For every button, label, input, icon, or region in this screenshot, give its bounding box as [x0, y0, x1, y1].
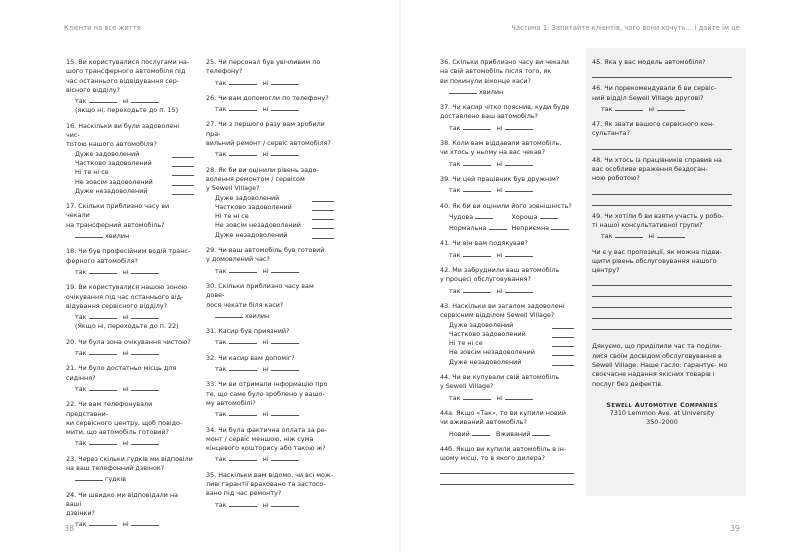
company-phone: 350–2000: [646, 418, 678, 427]
company-name: Sewell Automotive Companies: [606, 400, 718, 409]
yes-blank[interactable]: [89, 518, 117, 526]
skip-note: (Якщо ні, переходьте до п. 22): [75, 322, 179, 331]
answer-blank[interactable]: [489, 222, 507, 230]
yes-blank[interactable]: [89, 266, 117, 274]
survey-question: [592, 120, 732, 150]
question-column: [206, 58, 334, 516]
yes-no-answer: [449, 285, 574, 296]
question-text: 15. Ви користувалися послугами на- шого трансферного автомобіля під час останнього відвідування сер- вісного відділу?: [66, 58, 190, 94]
yes-blank[interactable]: [89, 311, 117, 319]
yes-no-answer: [449, 392, 574, 403]
no-label: ні: [122, 349, 129, 358]
question-text: 45. Яка у вас модель автомобіля?: [592, 58, 706, 66]
survey-question: [440, 445, 574, 486]
answer-option: [449, 222, 512, 233]
survey-question: [66, 58, 194, 116]
no-label: ні: [496, 159, 503, 168]
no-blank[interactable]: [271, 103, 299, 111]
no-blank[interactable]: [505, 249, 533, 257]
question-text: 44б. Якщо ви купили автомобіль в ін- шому місці, то в якого дилера?: [440, 444, 567, 463]
yes-label: так: [75, 384, 87, 393]
yes-blank[interactable]: [229, 363, 257, 371]
yes-no-answer: [215, 408, 334, 419]
question-text: 28. Як би ви оцінили рівень задо- волення ремонтом / сервісом у Sewell Village?: [206, 165, 319, 193]
yes-label: так: [601, 104, 613, 113]
yes-no-answer: [75, 311, 194, 322]
no-blank[interactable]: [271, 408, 299, 416]
question-text: 30. Скільки приблизно часу вам дове- лося чекати біля каси?: [206, 281, 314, 309]
question-text: 27. Чи з першого разу вам зробили пра- вильний ремонт / сервіс автомобіля?: [206, 120, 331, 148]
question-text: 38. Коли вам віддавали автомобіль, чи хтось у ньому на вас чекав?: [440, 139, 562, 157]
survey-question: [206, 166, 334, 240]
answer-blank[interactable]: [312, 221, 334, 229]
running-head: Частина 1. Запитайте клієнтів, чого вони хочуть… і дайте їм це: [511, 24, 740, 32]
no-label: ні: [262, 410, 269, 419]
question-text: 37. Чи касир чітко пояснив, куди буде доставлено ваш автомобіль?: [440, 103, 570, 121]
yes-blank[interactable]: [229, 336, 257, 344]
survey-question: [206, 380, 334, 419]
option-label: Дуже задоволений: [75, 149, 140, 158]
yes-label: так: [449, 186, 461, 195]
no-blank[interactable]: [131, 266, 159, 274]
yes-blank[interactable]: [463, 158, 491, 166]
no-label: ні: [122, 313, 129, 322]
no-blank[interactable]: [505, 184, 533, 192]
answer-option: [512, 211, 575, 222]
yes-label: так: [449, 286, 461, 295]
right-page: [400, 0, 800, 552]
no-blank[interactable]: [271, 453, 299, 461]
no-label: ні: [262, 266, 269, 275]
write-in-line[interactable]: [592, 298, 732, 308]
survey-question: [440, 103, 574, 133]
no-blank[interactable]: [505, 122, 533, 130]
question-text: 47. Як звати вашого сервісного кон- сультанта?: [592, 120, 715, 138]
option-label: Хороша: [511, 212, 538, 221]
option-label: Дуже незадоволений: [215, 230, 288, 239]
unit-label: гудків: [105, 475, 127, 484]
answer-option-pair: [449, 222, 574, 233]
question-text: 31. Касир був приязний?: [206, 327, 290, 336]
no-label: ні: [122, 97, 129, 106]
question-column: [592, 58, 732, 428]
yes-label: так: [215, 78, 227, 87]
yes-no-answer: [75, 383, 194, 394]
answer-blank[interactable]: [172, 159, 194, 167]
no-blank[interactable]: [505, 285, 533, 293]
survey-question: [592, 248, 732, 331]
option-label: Не зовсім задоволений: [75, 177, 153, 186]
yes-label: так: [601, 232, 613, 241]
yes-no-answer: [75, 437, 194, 448]
yes-no-answer: [449, 158, 574, 169]
yes-label: так: [215, 455, 227, 464]
survey-question: [206, 246, 334, 276]
option-label: Нормальна: [449, 224, 487, 233]
answer-blank[interactable]: [552, 330, 574, 338]
no-label: ні: [496, 250, 503, 259]
no-label: ні: [122, 520, 129, 529]
yes-no-answer: [215, 148, 334, 159]
skip-note: (якщо ні, переходьте до п. 15): [75, 106, 179, 115]
yes-no-answer: [449, 249, 574, 260]
write-in-line[interactable]: [592, 309, 732, 319]
no-label: ні: [496, 286, 503, 295]
answer-blank[interactable]: [475, 211, 493, 219]
answer-blank[interactable]: [172, 150, 194, 158]
unit-label: хвилин: [105, 232, 130, 241]
option-label: Не зовсім незадоволений: [449, 348, 535, 357]
yes-blank[interactable]: [463, 392, 491, 400]
answer-option: [512, 222, 575, 233]
answer-blank[interactable]: [312, 194, 334, 202]
numeric-answer: [215, 310, 334, 321]
survey-question: [592, 58, 732, 78]
answer-blank[interactable]: [472, 428, 490, 436]
survey-question: [440, 266, 574, 296]
answer-option-pair: [449, 428, 574, 439]
answer-option: [215, 221, 334, 230]
survey-question: [66, 338, 194, 359]
answer-blank[interactable]: [172, 178, 194, 186]
answer-option: [449, 211, 512, 222]
survey-question: [66, 247, 194, 277]
yes-label: так: [215, 266, 227, 275]
answer-blank[interactable]: [312, 212, 334, 220]
survey-question: [66, 283, 194, 331]
yes-blank[interactable]: [229, 499, 257, 507]
survey-question: [206, 426, 334, 465]
question-text: 39. Чи цей працівник був дружнім?: [440, 174, 560, 183]
option-label: Новий: [449, 429, 470, 438]
yes-blank[interactable]: [89, 95, 117, 103]
yes-blank[interactable]: [229, 148, 257, 156]
survey-question: [66, 122, 194, 196]
answer-option: [75, 150, 194, 159]
no-blank[interactable]: [271, 499, 299, 507]
answer-option: [449, 358, 574, 367]
company-address: 7310 Lemmon Ave. at University: [609, 408, 715, 417]
no-label: ні: [262, 365, 269, 374]
yes-label: так: [215, 105, 227, 114]
numeric-answer: [75, 473, 194, 484]
option-label: Чудова: [449, 212, 474, 221]
question-text: 26. Чи вам допомогли по телефону?: [206, 93, 329, 102]
yes-no-answer: [75, 518, 194, 529]
survey-question: [592, 212, 732, 242]
question-text: 29. Чи ваш автомобіль був готовий у домовлений час?: [206, 246, 325, 264]
answer-option: [75, 187, 194, 196]
option-label: Частково задоволений: [215, 202, 292, 211]
yes-blank[interactable]: [89, 347, 117, 355]
write-in-line[interactable]: [592, 287, 732, 297]
survey-question: [440, 58, 574, 97]
survey-question: [206, 327, 334, 348]
question-text: 44а. Якщо «Так», то ви купили новий чи вживаний автомобіль?: [440, 408, 566, 427]
write-in-line[interactable]: [592, 140, 732, 150]
question-text: 20. Чи була зона очікування чистою?: [66, 337, 191, 346]
no-blank[interactable]: [271, 336, 299, 344]
answer-blank[interactable]: [75, 473, 103, 481]
question-text: 34. Чи була фактична оплата за ре- монт / сервіс меншою, ніж сума кінцевого кошторису або такою ж?: [206, 425, 327, 453]
yes-label: так: [75, 520, 87, 529]
question-column: [440, 58, 574, 491]
survey-question: [440, 202, 574, 234]
option-label: Дуже незадоволений: [449, 357, 522, 366]
survey-question: [206, 471, 334, 510]
yes-label: так: [449, 159, 461, 168]
question-text: 33. Чи ви отримали інформацію про те, що саме було зроблено у вашо- му автомобілі?: [206, 380, 328, 407]
survey-question: [440, 239, 574, 260]
yes-no-answer: [215, 499, 334, 510]
survey-question: [66, 491, 194, 530]
no-label: ні: [496, 186, 503, 195]
question-text: 42. Ми забруднили ваш автомобіль у процесі обслуговування?: [440, 266, 560, 284]
question-text: 19. Ви користувалися нашою зоною очікування під час останнього від- відування сервісного відділу?: [66, 283, 188, 310]
yes-no-answer: [215, 103, 334, 114]
yes-label: так: [215, 365, 227, 374]
no-blank[interactable]: [131, 347, 159, 355]
answer-option: [215, 212, 334, 221]
page-number: 38: [64, 524, 75, 533]
yes-no-answer: [215, 363, 334, 374]
no-blank[interactable]: [271, 77, 299, 85]
yes-blank[interactable]: [463, 285, 491, 293]
no-blank[interactable]: [271, 363, 299, 371]
yes-no-answer: [75, 266, 194, 277]
write-in-line[interactable]: [592, 320, 732, 330]
yes-no-answer: [75, 347, 194, 358]
answer-blank[interactable]: [312, 203, 334, 211]
write-in-line[interactable]: [440, 464, 574, 474]
yes-blank[interactable]: [89, 383, 117, 391]
no-label: ні: [262, 455, 269, 464]
yes-label: так: [215, 338, 227, 347]
answer-option: [75, 159, 194, 168]
yes-label: так: [449, 250, 461, 259]
survey-question: [206, 354, 334, 375]
question-text: 43. Наскільки ви загалом задоволені сервісним відділом Sewell Village?: [440, 301, 565, 320]
survey-question: [440, 175, 574, 196]
question-column: [66, 58, 194, 536]
yes-no-answer: [215, 453, 334, 464]
survey-question: [440, 409, 574, 439]
yes-blank[interactable]: [615, 230, 643, 238]
answer-option: [449, 339, 574, 348]
running-head: Клієнти на все життя: [64, 24, 141, 32]
answer-blank[interactable]: [532, 428, 550, 436]
write-in-line[interactable]: [592, 276, 732, 286]
yes-blank[interactable]: [463, 184, 491, 192]
option-label: Дуже незадоволений: [75, 186, 148, 195]
yes-label: так: [75, 267, 87, 276]
no-label: ні: [122, 267, 129, 276]
yes-label: так: [75, 97, 87, 106]
survey-question: [440, 302, 574, 367]
thank-you-note: Дякуємо, що приділили час та поділи- лися своїм досвідом обслуговування в Sewell Village. Наше гасло: гарантує- мо своєчасне надання якісних товарів і послуг без дефектів.: [592, 342, 728, 388]
no-blank[interactable]: [131, 437, 159, 445]
answer-blank[interactable]: [312, 231, 334, 239]
answer-blank[interactable]: [215, 310, 243, 318]
question-text: 36. Скільки приблизно часу ви чекали на свій автомобіль після того, як ви покинули віконце каси?: [440, 58, 569, 85]
answer-option: [215, 194, 334, 203]
answer-blank[interactable]: [172, 168, 194, 176]
no-label: ні: [648, 232, 655, 241]
no-label: ні: [262, 78, 269, 87]
question-text: 25. Чи персонал був увічливим по телефону?: [206, 58, 321, 76]
option-label: Не зовсім незадоволений: [215, 221, 301, 230]
option-label: Дуже задоволений: [449, 320, 514, 329]
survey-question: [206, 94, 334, 115]
unit-label: хвилин: [245, 311, 270, 320]
yes-blank[interactable]: [615, 103, 643, 111]
question-text: 32. Чи касир вам допоміг?: [206, 353, 295, 362]
option-label: Дуже задоволений: [215, 193, 280, 202]
question-text: 16. Наскільки ви були задоволені чис- тотою нашого автомобіля?: [66, 121, 180, 149]
unit-label: хвилин: [479, 87, 504, 96]
no-blank[interactable]: [131, 518, 159, 526]
survey-question: [440, 139, 574, 169]
option-label: Вживаний: [495, 429, 531, 438]
answer-blank[interactable]: [540, 211, 558, 219]
question-text: 21. Чи було достатньо місць для сидіння?: [66, 364, 179, 382]
no-blank[interactable]: [131, 95, 159, 103]
answer-option: [449, 321, 574, 330]
no-label: ні: [496, 123, 503, 132]
no-blank[interactable]: [131, 311, 159, 319]
answer-blank[interactable]: [172, 187, 194, 195]
no-label: ні: [262, 150, 269, 159]
question-text: 46. Чи порекомендували б ви сервіс- ний відділ Sewell Village другові?: [592, 84, 717, 102]
yes-label: так: [449, 393, 461, 402]
yes-blank[interactable]: [463, 249, 491, 257]
survey-question: [66, 364, 194, 394]
survey-question: [206, 282, 334, 321]
answer-option: [449, 330, 574, 339]
option-label: Ні те ні се: [75, 168, 109, 177]
answer-blank[interactable]: [552, 358, 574, 366]
question-text: 24. Чи швидко ми відповідали на ваші дзвінки?: [66, 490, 179, 518]
answer-option: [75, 168, 194, 177]
numeric-answer: [75, 230, 194, 241]
survey-question: [66, 202, 194, 241]
question-text: 17. Скільки приблизно часу ви чекали на трансферний автомобіль?: [66, 202, 170, 229]
option-label: Ні те ні се: [215, 212, 249, 221]
no-blank[interactable]: [505, 392, 533, 400]
option-label: Частково задоволений: [449, 329, 526, 338]
yes-no-answer: [215, 336, 334, 347]
answer-blank[interactable]: [552, 321, 574, 329]
no-blank[interactable]: [271, 265, 299, 273]
yes-label: так: [75, 349, 87, 358]
survey-question: [206, 120, 334, 159]
survey-question: [440, 373, 574, 403]
no-label: ні: [122, 439, 129, 448]
question-text: 41. Чи він вам подякував?: [440, 239, 528, 248]
option-label: Неприємна: [511, 224, 550, 233]
survey-question: [592, 84, 732, 114]
yes-no-answer: [601, 230, 732, 241]
yes-blank[interactable]: [229, 77, 257, 85]
write-in-line[interactable]: [592, 185, 732, 195]
question-text: 40. Як би ви оцінили його зовнішність?: [440, 201, 572, 210]
page-number: 39: [729, 524, 740, 533]
yes-blank[interactable]: [463, 122, 491, 130]
survey-question: [66, 455, 194, 485]
option-label: Частково задоволений: [75, 158, 152, 167]
no-blank[interactable]: [271, 148, 299, 156]
question-text: 18. Чи був професійним водій транс- ферного автомобіля?: [66, 247, 191, 265]
survey-question: [206, 58, 334, 88]
question-text: 49. Чи хотіли б ви взяти участь у робо- ті нашої консультативної групи?: [592, 211, 724, 229]
yes-blank[interactable]: [229, 408, 257, 416]
answer-option: [75, 178, 194, 187]
answer-blank[interactable]: [449, 86, 477, 94]
question-text: 23. Через скільки гудків ми відповіли на ваш телефонний дзвінок?: [66, 454, 193, 472]
yes-no-answer: [215, 77, 334, 88]
survey-question: [66, 400, 194, 448]
question-text: Чи є у вас пропозиції, як можна підви- щити рівень обслуговування нашого центру?: [592, 247, 722, 275]
yes-blank[interactable]: [229, 103, 257, 111]
question-text: 22. Чи вам телефонували представни- ки сервісного центру, щоб повідо- мити, що автомобіль готовий?: [66, 400, 183, 437]
no-label: ні: [496, 393, 503, 402]
yes-no-answer: [449, 184, 574, 195]
answer-blank[interactable]: [552, 339, 574, 347]
no-label: ні: [648, 104, 655, 113]
answer-blank[interactable]: [75, 230, 103, 238]
no-label: ні: [122, 384, 129, 393]
answer-option-pair: [449, 211, 574, 222]
question-text: 44. Чи ви купували свій автомобіль у Sewell Village?: [440, 373, 560, 391]
no-blank[interactable]: [505, 158, 533, 166]
yes-label: так: [215, 150, 227, 159]
yes-label: так: [75, 439, 87, 448]
answer-blank[interactable]: [551, 222, 569, 230]
answer-option: [449, 348, 574, 357]
yes-no-answer: [215, 265, 334, 276]
write-in-line[interactable]: [440, 475, 574, 485]
yes-label: так: [75, 313, 87, 322]
yes-blank[interactable]: [229, 453, 257, 461]
yes-blank[interactable]: [229, 265, 257, 273]
numeric-answer: [449, 86, 574, 97]
question-text: 35. Наскільки вам відомо, чи всі мож- ливі гарантії враховано та застосо- вано під час ремонту?: [206, 470, 334, 498]
no-label: ні: [262, 500, 269, 509]
no-blank[interactable]: [131, 383, 159, 391]
answer-blank[interactable]: [552, 348, 574, 356]
yes-no-answer: [75, 95, 194, 106]
yes-no-answer: [449, 122, 574, 133]
yes-label: так: [449, 123, 461, 132]
write-in-line[interactable]: [592, 196, 732, 206]
yes-no-answer: [601, 103, 732, 114]
answer-option: [215, 231, 334, 240]
no-blank[interactable]: [657, 103, 685, 111]
no-label: ні: [262, 105, 269, 114]
write-in-line[interactable]: [592, 68, 732, 78]
question-text: 48. Чи хтось із працівників справив на вас особливе враження бездоган- ною роботою?: [592, 155, 722, 183]
answer-option: [215, 203, 334, 212]
no-blank[interactable]: [657, 230, 685, 238]
yes-label: так: [215, 500, 227, 509]
survey-question: [592, 156, 732, 206]
option-label: Ні те ні се: [449, 339, 483, 348]
yes-label: так: [215, 410, 227, 419]
no-label: ні: [262, 338, 269, 347]
yes-blank[interactable]: [89, 437, 117, 445]
